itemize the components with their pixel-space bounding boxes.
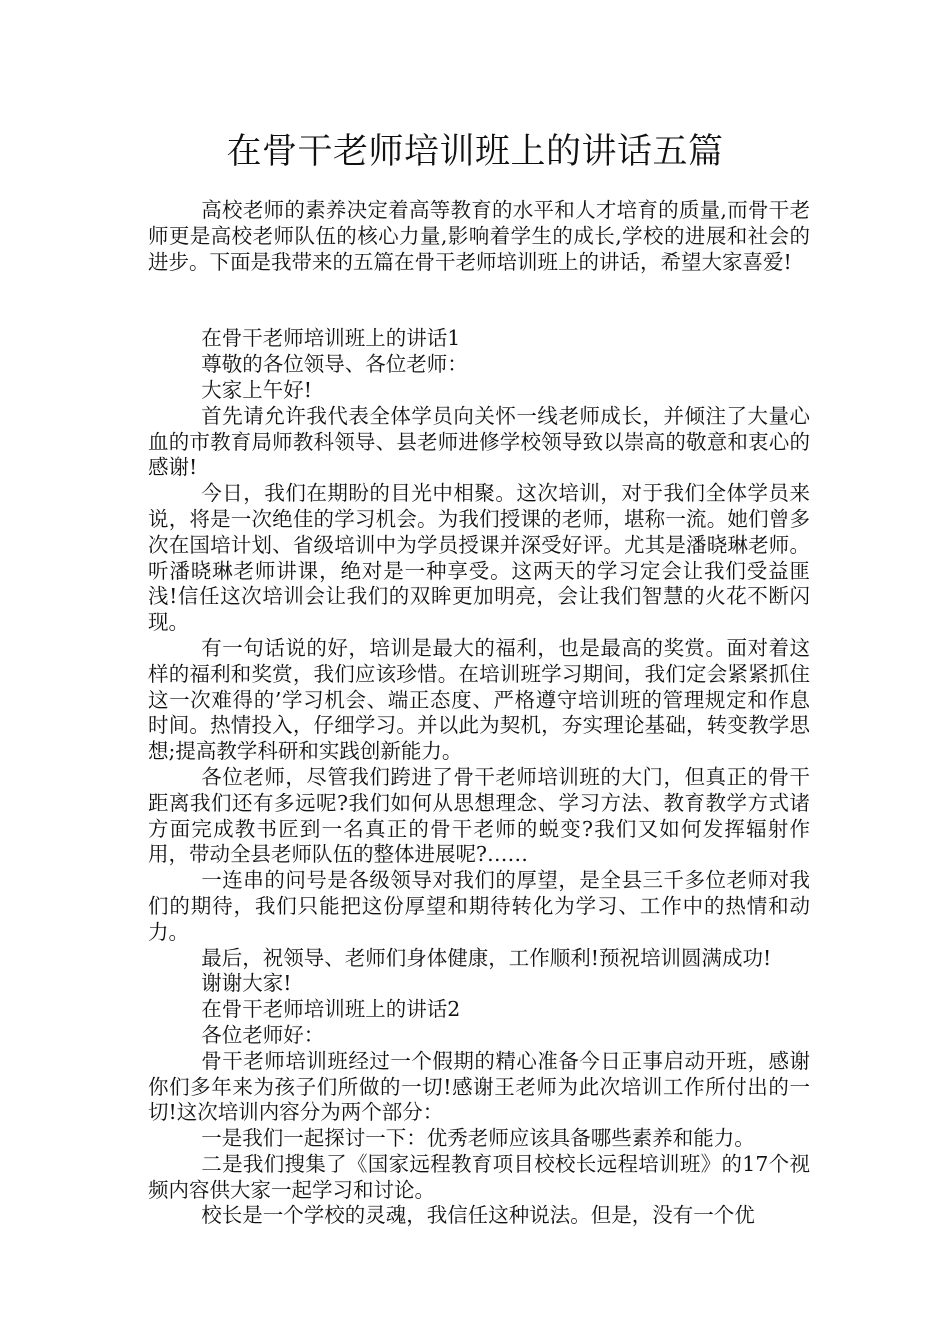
body-paragraph: 一是我们一起探讨一下：优秀老师应该具备哪些素养和能力。: [201, 1126, 755, 1151]
body-paragraph: 各位老师，尽管我们跨进了骨干老师培训班的大门，但真正的骨干距离我们还有多远呢?我们如何从思想理念、学习方法、教育教学方式诸方面完成教书匠到一名真正的骨干老师的蜕变?我们又如何发挥辐射作用，带动全县老师队伍的整体进展呢?……: [148, 764, 810, 867]
body-paragraph: 骨干老师培训班经过一个假期的精心准备今日正事启动开班，感谢你们多年来为孩子们所做的一切!感谢王老师为此次培训工作所付出的一切!这次培训内容分为两个部分：: [148, 1048, 810, 1125]
body-paragraph: 今日，我们在期盼的目光中相聚。这次培训，对于我们全体学员来说，将是一次绝佳的学习机会。为我们授课的老师，堪称一流。她们曾多次在国培计划、省级培训中为学员授课并深受好评。尤其是潘晓琳老师。听潘晓琳老师讲课，绝对是一种享受。这两天的学习定会让我们受益匪浅!信任这次培训会让我们的双眸更加明亮，会让我们智慧的火花不断闪现。: [148, 481, 810, 635]
body-paragraph: 校长是一个学校的灵魂，我信任这种说法。但是，没有一个优: [201, 1203, 755, 1228]
body-paragraph: 一连串的问号是各级领导对我们的厚望，是全县三千多位老师对我们的期待，我们只能把这份厚望和期待转化为学习、工作中的热情和动力。: [148, 868, 810, 944]
document-title: 在骨干老师培训班上的讲话五篇: [226, 132, 724, 172]
body-paragraph: 二是我们搜集了《国家远程教育项目校校长远程培训班》的17个视频内容供大家一起学习和讨论。: [148, 1151, 810, 1202]
speech-1-greeting: 大家上午好!: [201, 377, 313, 402]
body-paragraph: 首先请允许我代表全体学员向关怀一线老师成长，并倾注了大量心血的市教育局师教科领导、县老师进修学校领导致以崇高的敬意和衷心的感谢!: [148, 403, 810, 480]
intro-paragraph: 高校老师的素养决定着高等教育的水平和人才培育的质量,而骨干老师更是高校老师队伍的核心力量,影响着学生的成长,学校的进展和社会的进步。下面是我带来的五篇在骨干老师培训班上的讲话，希望大家喜爱!: [148, 198, 810, 274]
body-paragraph: 最后，祝领导、老师们身体健康，工作顺利!预祝培训圆满成功!: [201, 945, 772, 970]
speech-1-heading: 在骨干老师培训班上的讲话1: [201, 326, 461, 351]
body-paragraph: 有一句话说的好，培训是最大的福利，也是最高的奖赏。面对着这样的福利和奖赏，我们应该珍惜。在培训班学习期间，我们定会紧紧抓住这一次难得的’学习机会、端正态度、严格遵守培训班的管理规定和作息时间。热情投入，仔细学习。并以此为契机，夯实理论基础，转变教学思想;提高教学科研和实践创新能力。: [148, 635, 810, 764]
document-body: [148, 198, 810, 1229]
speech-1-closing: 谢谢大家!: [201, 971, 292, 996]
section-spacer: [148, 275, 810, 326]
speech-2-salutation: 各位老师好：: [201, 1022, 325, 1047]
speech-2-heading: 在骨干老师培训班上的讲话2: [201, 997, 461, 1022]
speech-1-salutation: 尊敬的各位领导、各位老师：: [201, 352, 468, 377]
